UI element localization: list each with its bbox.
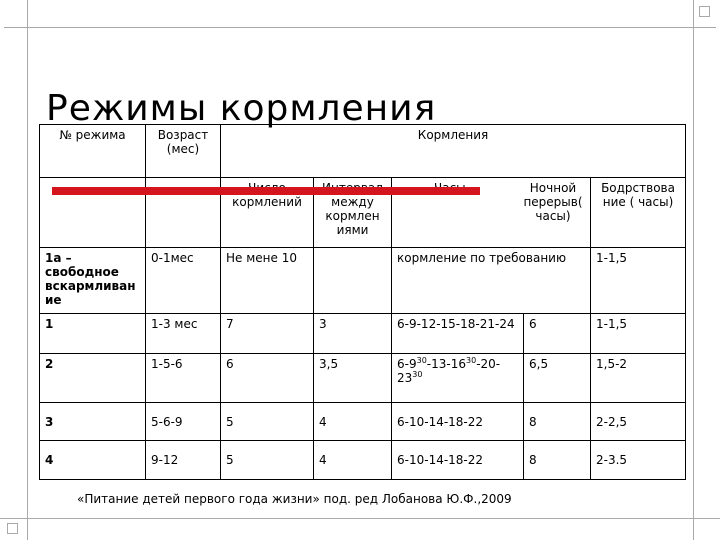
- table-row: [40, 314, 686, 354]
- table-row: [40, 403, 686, 441]
- row-1-mode: 1: [40, 314, 146, 354]
- row-4-awake: 2-3.5: [591, 441, 686, 480]
- row-4-age: 9-12: [146, 441, 221, 480]
- row-1-awake: 1-1,5: [591, 314, 686, 354]
- row-3-awake: 2-2,5: [591, 403, 686, 441]
- subheader-awake: Бодрствова ние ( часы): [591, 178, 686, 248]
- row-1a-interval: [314, 248, 392, 314]
- row-2-hours-sup: 30: [412, 370, 423, 379]
- row-1-age: 1-3 мес: [146, 314, 221, 354]
- table-row: [40, 248, 686, 314]
- row-2-hours-part: 6-9: [397, 357, 417, 371]
- row-2-hours-part: -13-16: [426, 357, 466, 371]
- row-2-interval: 3,5: [314, 354, 392, 403]
- row-2-hours-part: -20-23: [397, 357, 501, 385]
- row-2-age: 1-5-6: [146, 354, 221, 403]
- row-1a-count: Не мене 10: [221, 248, 314, 314]
- row-1a-awake: 1-1,5: [591, 248, 686, 314]
- row-3-age: 5-6-9: [146, 403, 221, 441]
- row-2-count: 6: [221, 354, 314, 403]
- header-mode: № режима: [40, 125, 146, 178]
- row-3-mode: 3: [40, 403, 146, 441]
- header-feedings: Кормления: [221, 125, 686, 178]
- feeding-regimes-table: [39, 124, 686, 480]
- row-2-hours: [392, 354, 524, 403]
- row-4-interval: 4: [314, 441, 392, 480]
- frame-line-top: [4, 27, 716, 28]
- row-1a-hours: кормление по требованию: [392, 248, 591, 314]
- table-row: [40, 354, 686, 403]
- row-3-interval: 4: [314, 403, 392, 441]
- subheader-night: Ночной перерыв( часы): [523, 181, 583, 223]
- row-2-hours-sup: 30: [416, 356, 427, 365]
- row-1-interval: 3: [314, 314, 392, 354]
- page-title: Режимы кормления: [46, 88, 437, 130]
- footnote: «Питание детей первого года жизни» под. ред Лобанова Ю.Ф.,2009: [77, 492, 512, 506]
- frame-line-right: [693, 0, 694, 540]
- frame-line-left: [27, 0, 28, 540]
- row-4-night: 8: [524, 441, 591, 480]
- row-3-count: 5: [221, 403, 314, 441]
- row-3-night: 8: [524, 403, 591, 441]
- row-2-hours-sup: 30: [466, 356, 477, 365]
- table-row: [40, 441, 686, 480]
- row-4-hours: 6-10-14-18-22: [392, 441, 524, 480]
- header-age: Возраст (мес): [146, 125, 221, 178]
- row-1-count: 7: [221, 314, 314, 354]
- row-2-mode: 2: [40, 354, 146, 403]
- row-3-hours: 6-10-14-18-22: [392, 403, 524, 441]
- row-4-mode: 4: [40, 441, 146, 480]
- table-header-row: [40, 125, 686, 178]
- frame-square-bottom-left: [7, 523, 18, 534]
- row-1a-mode: 1а – свободное вскармливан ие: [40, 248, 146, 314]
- row-1-night: 6: [524, 314, 591, 354]
- frame-square-top-right: [699, 6, 710, 17]
- row-2-awake: 1,5-2: [591, 354, 686, 403]
- row-1a-age: 0-1мес: [146, 248, 221, 314]
- row-4-count: 5: [221, 441, 314, 480]
- row-1-hours: 6-9-12-15-18-21-24: [392, 314, 524, 354]
- subheader-interval: между кормлен иями: [314, 178, 392, 248]
- subheader-count: кормлений: [221, 178, 314, 248]
- red-strike-line: [52, 187, 480, 195]
- row-2-night: 6,5: [524, 354, 591, 403]
- frame-line-bottom: [0, 518, 720, 519]
